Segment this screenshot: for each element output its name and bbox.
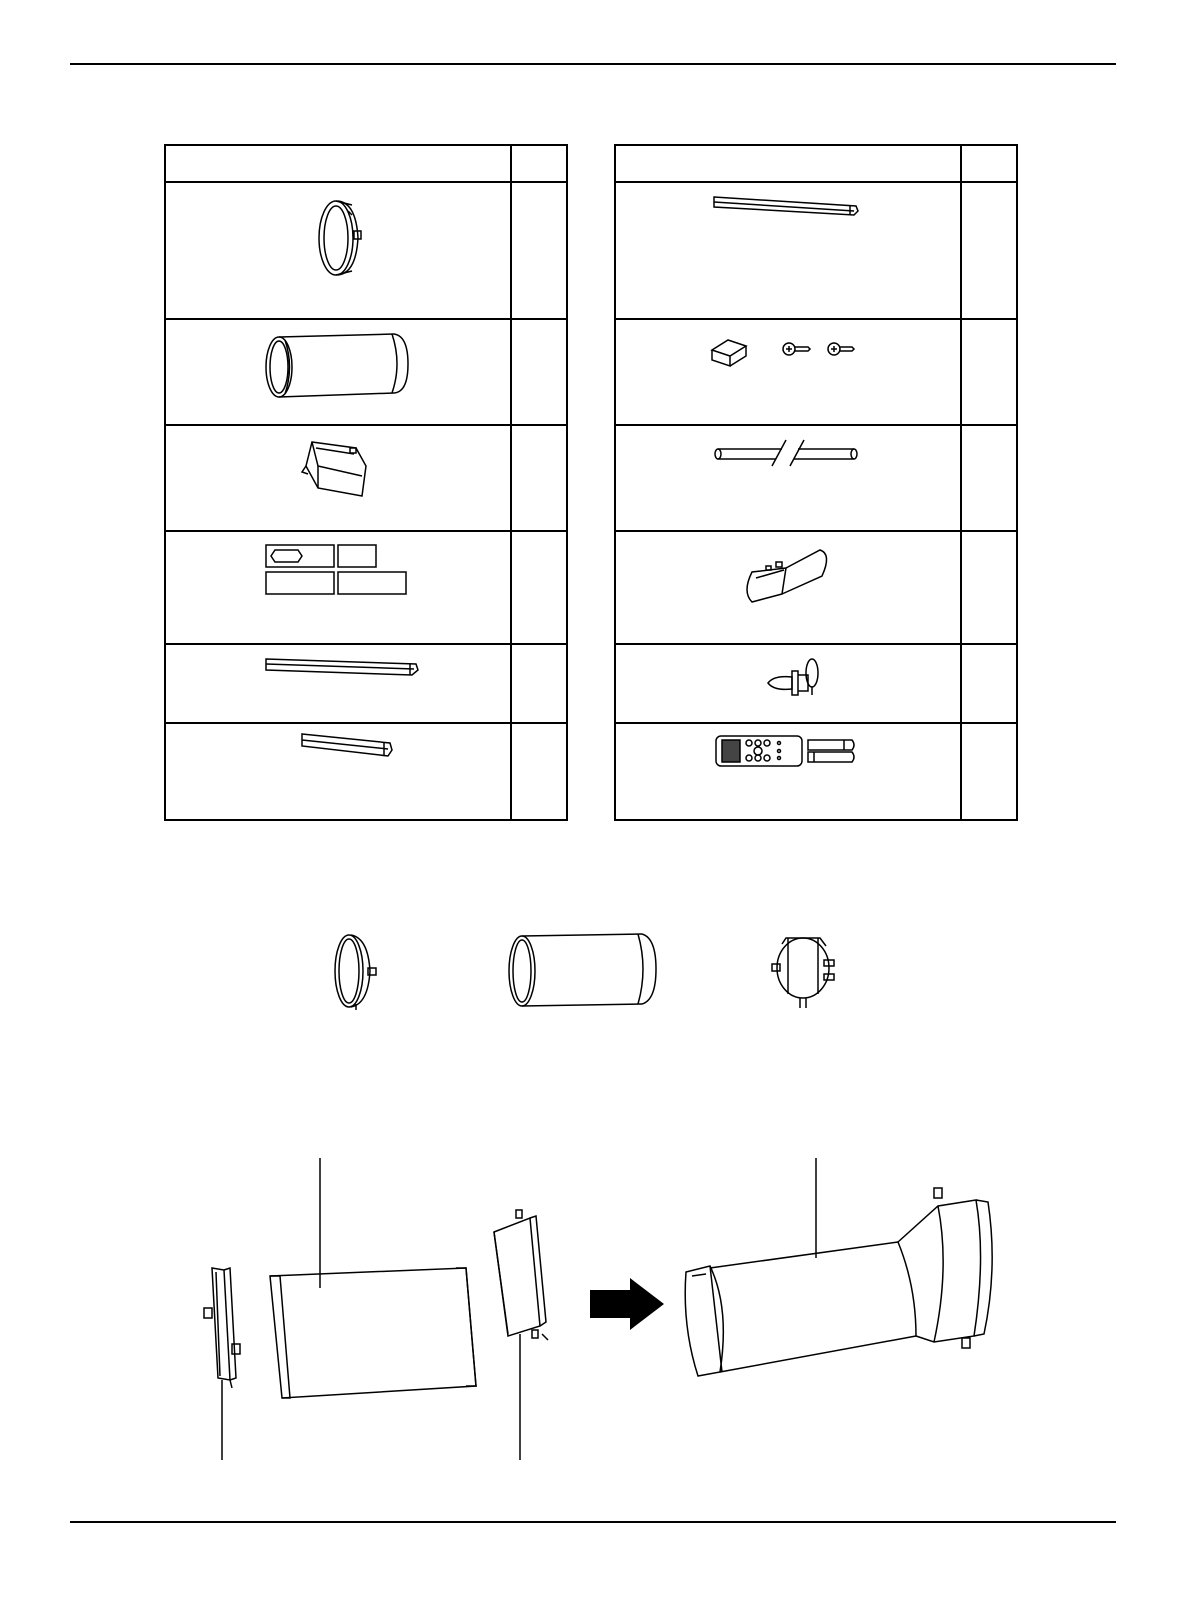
window-slider-adapter-icon (166, 183, 510, 320)
table-row (165, 723, 567, 820)
short-window-slider-icon (166, 724, 510, 821)
table-header-row (165, 145, 567, 182)
qty-cell (961, 531, 1017, 644)
window-panel-adapter-cell (615, 531, 961, 644)
qty-cell (961, 723, 1017, 820)
hose-parts-figure (330, 928, 870, 1014)
top-rule (70, 63, 1116, 65)
window-adapter-drawing (335, 935, 376, 1010)
anchor-plug-icon (616, 645, 960, 724)
qty-cell (511, 182, 567, 319)
assembled-hose-drawing (685, 1188, 992, 1376)
table-row (165, 531, 567, 644)
table-row (615, 319, 1017, 425)
qty-cell (511, 531, 567, 644)
accessories-table-left (164, 144, 568, 821)
security-bracket-cell (615, 319, 961, 425)
unit-adapter-exploded (494, 1210, 548, 1340)
table-row (165, 319, 567, 425)
foam-seals-cell (165, 531, 511, 644)
foam-seals-icon (166, 532, 510, 645)
qty-cell (511, 319, 567, 425)
table-row (165, 425, 567, 531)
anchor-plug-cell (615, 644, 961, 723)
unit-adapter-icon (166, 426, 510, 532)
table-row (615, 182, 1017, 319)
exhaust-hose-icon (166, 320, 510, 426)
qty-cell (961, 425, 1017, 531)
security-bracket-and-screws-icon (616, 320, 960, 426)
table-row (615, 644, 1017, 723)
window-panel-adapter-icon (616, 532, 960, 645)
table-row (165, 644, 567, 723)
table-header-row (615, 145, 1017, 182)
exhaust-hose-exploded (270, 1268, 476, 1398)
drain-hose-icon (616, 426, 960, 532)
extension-slider-icon (616, 183, 960, 320)
unit-adapter-cell (165, 425, 511, 531)
extension-slider-cell (615, 182, 961, 319)
arrow-right-icon (590, 1278, 664, 1330)
qty-cell (961, 319, 1017, 425)
exhaust-hose-cell (165, 319, 511, 425)
short-window-slider-cell (165, 723, 511, 820)
table-row (615, 723, 1017, 820)
qty-header (961, 145, 1017, 182)
accessories-table-right (614, 144, 1018, 821)
exhaust-hose-drawing (509, 934, 656, 1006)
qty-header (511, 145, 567, 182)
table-row (615, 425, 1017, 531)
bottom-rule (70, 1521, 1116, 1523)
unit-adapter-drawing (772, 938, 834, 1008)
remote-control-cell (615, 723, 961, 820)
window-slider-adapter-cell (165, 182, 511, 319)
qty-cell (511, 644, 567, 723)
long-window-slider-cell (165, 644, 511, 723)
assembly-diagram (190, 1158, 1010, 1460)
table-row (615, 531, 1017, 644)
remote-control-and-batteries-icon (616, 724, 960, 821)
qty-cell (961, 644, 1017, 723)
long-window-slider-icon (166, 645, 510, 724)
window-adapter-exploded (204, 1268, 240, 1388)
qty-cell (961, 182, 1017, 319)
part-header (615, 145, 961, 182)
qty-cell (511, 723, 567, 820)
part-header (165, 145, 511, 182)
table-row (165, 182, 567, 319)
drain-hose-cell (615, 425, 961, 531)
qty-cell (511, 425, 567, 531)
